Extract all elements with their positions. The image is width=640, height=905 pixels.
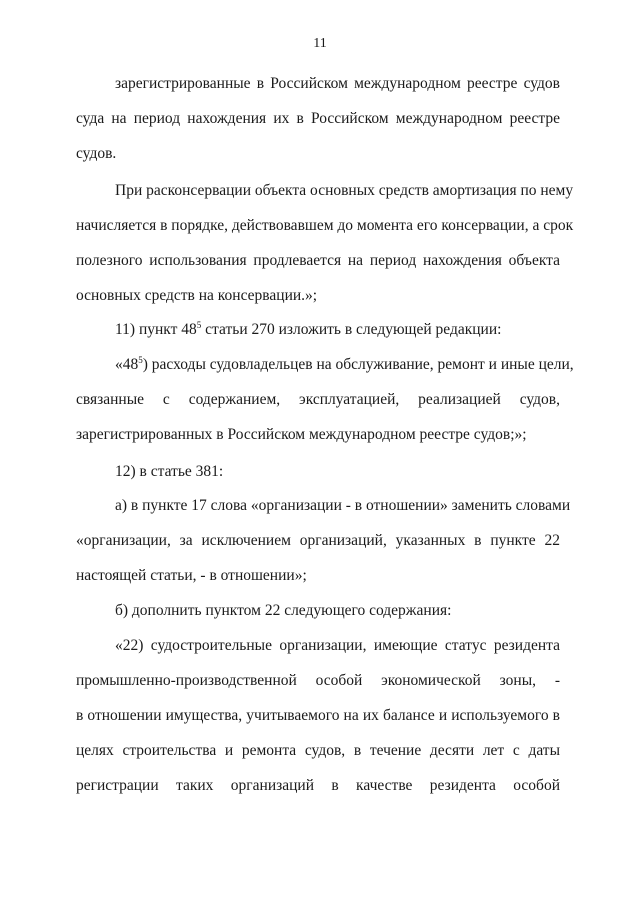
text-fragment: «48 <box>115 356 139 373</box>
text-line: связанные с содержанием, эксплуатацией, реализацией судов, <box>76 391 560 408</box>
text-line: 12) в статье 381: <box>115 463 224 480</box>
text-line: зарегистрированные в Российском международном реестре судов <box>115 75 560 92</box>
text-fragment: 11) пункт 48 <box>115 321 197 338</box>
text-line: суда на период нахождения их в Российском международном реестре <box>76 110 560 127</box>
superscript: 5 <box>138 355 143 365</box>
text-fragment: ) расходы судовладельцев на обслуживание, ремонт и иные цели, <box>142 356 574 373</box>
text-line: основных средств на консервации.»; <box>76 287 318 304</box>
text-line: «22) судостроительные организации, имеющие статус резидента <box>115 637 560 654</box>
text-line: целях строительства и ремонта судов, в течение десяти лет с даты <box>76 742 560 759</box>
text-line: При расконсервации объекта основных средств амортизация по нему <box>115 182 574 199</box>
text-line <box>115 355 574 375</box>
text-line: полезного использования продлевается на период нахождения объекта <box>76 252 560 269</box>
page-number: 11 <box>313 36 327 51</box>
text-fragment: статьи 270 изложить в следующей редакции: <box>205 321 502 338</box>
text-line: промышленно-производственной особой экономической зоны, - <box>76 672 560 689</box>
text-line: «организации, за исключением организаций, указанных в пункте 22 <box>76 532 560 549</box>
text-line: зарегистрированных в Российском международном реестре судов;»; <box>76 426 527 443</box>
text-line: судов. <box>76 145 117 162</box>
text-line: настоящей статьи, - в отношении»; <box>76 567 307 584</box>
text-line: б) дополнить пунктом 22 следующего содержания: <box>115 602 452 619</box>
superscript: 5 <box>196 320 202 330</box>
text-line: начисляется в порядке, действовавшем до момента его консервации, а срок <box>76 217 574 234</box>
text-line <box>115 320 560 340</box>
text-line: а) в пункте 17 слова «организации - в отношении» заменить словами <box>115 497 571 514</box>
text-line: в отношении имущества, учитываемого на их балансе и используемого в <box>76 707 560 724</box>
text-line: регистрации таких организаций в качестве резидента особой <box>76 777 560 794</box>
